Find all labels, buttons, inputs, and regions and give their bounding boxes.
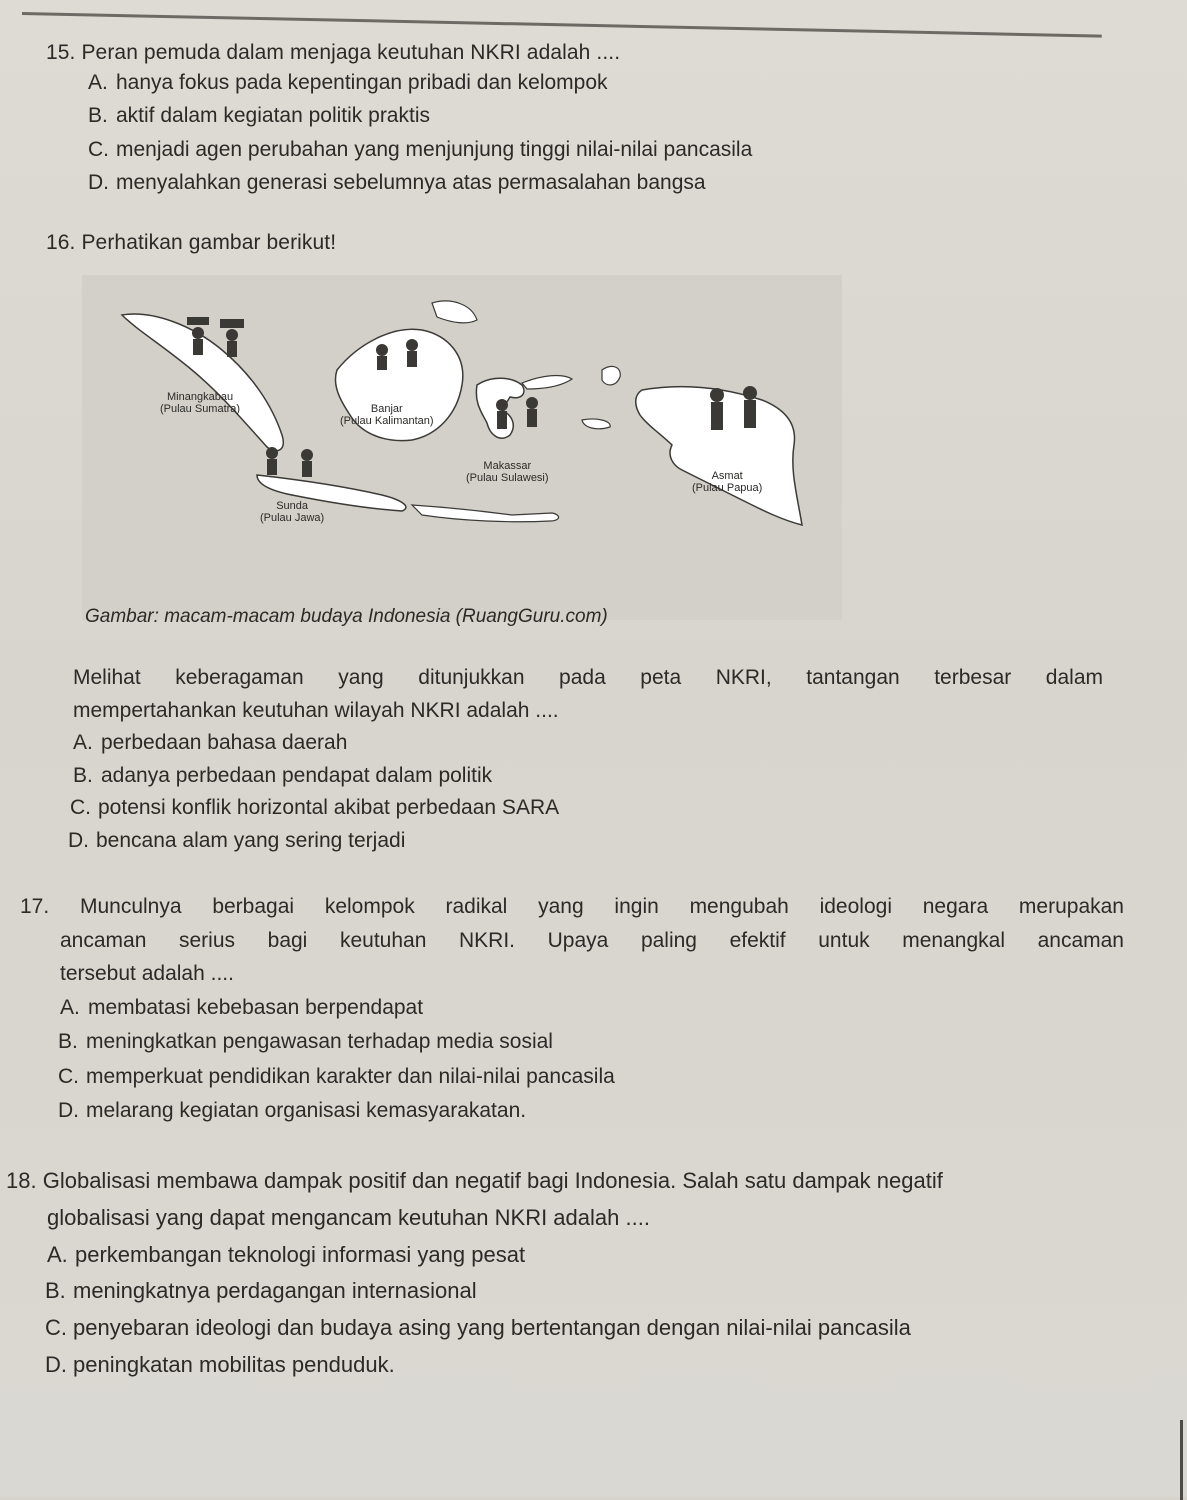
- maluku-island: [602, 366, 620, 384]
- option-d: D. peningkatan mobilitas penduduk.: [45, 1352, 395, 1377]
- label-asmat: Asmat (Pulau Papua): [692, 470, 763, 494]
- option-c: C. potensi konflik horizontal akibat perbedaan SARA: [70, 796, 560, 819]
- question-18-line-1: 18. Globalisasi membawa dampak positif dan negatif bagi Indonesia. Salah satu dampak negatif: [6, 1168, 943, 1193]
- question-17-line-2: ancaman serius bagi keutuhan NKRI. Upaya paling efektif untuk menangkal ancaman: [60, 929, 1124, 952]
- map-illustration: [82, 275, 842, 620]
- question-16-line-1: Melihat keberagaman yang ditunjukkan pada peta NKRI, tantangan terbesar dalam: [73, 666, 1103, 689]
- option-b: B. aktif dalam kegiatan politik praktis: [88, 104, 430, 127]
- question-16-stem: [46, 228, 336, 258]
- question-15-stem: [46, 38, 620, 68]
- question-number: 15.: [46, 41, 76, 64]
- question-number: 18.: [6, 1168, 37, 1193]
- option-c: C. memperkuat pendidikan karakter dan nilai-nilai pancasila: [58, 1065, 615, 1088]
- question-text: Peran pemuda dalam menjaga keutuhan NKRI adalah ....: [81, 41, 621, 64]
- option-a: A. membatasi kebebasan berpendapat: [60, 996, 424, 1019]
- question-number: 17.: [20, 895, 50, 918]
- option-a: A. perkembangan teknologi informasi yang pesat: [47, 1242, 526, 1267]
- option-b: B. meningkatkan pengawasan terhadap media sosial: [58, 1030, 553, 1053]
- question-17-line-1: 17. Munculnya berbagai kelompok radikal yang ingin mengubah ideologi negara merupakan: [20, 895, 1124, 918]
- label-minangkabau: Minangkabau (Pulau Sumatra): [160, 391, 241, 415]
- indonesia-culture-map: [82, 275, 842, 620]
- option-b: B. meningkatnya perdagangan internasional: [45, 1278, 477, 1303]
- figure-caption: Gambar: macam-macam budaya Indonesia (RuangGuru.com): [85, 606, 608, 627]
- option-d: D. bencana alam yang sering terjadi: [68, 829, 406, 852]
- option-a: A. hanya fokus pada kepentingan pribadi dan kelompok: [88, 71, 608, 94]
- top-border-line: [22, 12, 1102, 38]
- option-b: B. adanya perbedaan pendapat dalam politik: [73, 764, 493, 787]
- question-18-line-2: globalisasi yang dapat mengancam keutuhan NKRI adalah ....: [47, 1205, 650, 1230]
- option-a: A. perbedaan bahasa daerah: [73, 731, 348, 754]
- question-text: Perhatikan gambar berikut!: [81, 231, 337, 254]
- question-16-line-2: mempertahankan keutuhan wilayah NKRI adalah ....: [73, 699, 559, 722]
- option-c: C. penyebaran ideologi dan budaya asing yang bertentangan dengan nilai-nilai pancasila: [45, 1315, 911, 1340]
- label-sunda: Sunda (Pulau Jawa): [260, 500, 325, 524]
- question-number: 16.: [46, 231, 76, 254]
- option-d: D. melarang kegiatan organisasi kemasyarakatan.: [58, 1099, 527, 1122]
- option-d: D. menyalahkan generasi sebelumnya atas permasalahan bangsa: [88, 171, 706, 194]
- label-makassar: Makassar (Pulau Sulawesi): [466, 460, 549, 484]
- question-17-line-3: tersebut adalah ....: [60, 962, 234, 985]
- option-c: C. menjadi agen perubahan yang menjunjung tinggi nilai-nilai pancasila: [88, 138, 753, 161]
- right-border-line: [1180, 1420, 1183, 1500]
- label-banjar: Banjar (Pulau Kalimantan): [340, 403, 434, 427]
